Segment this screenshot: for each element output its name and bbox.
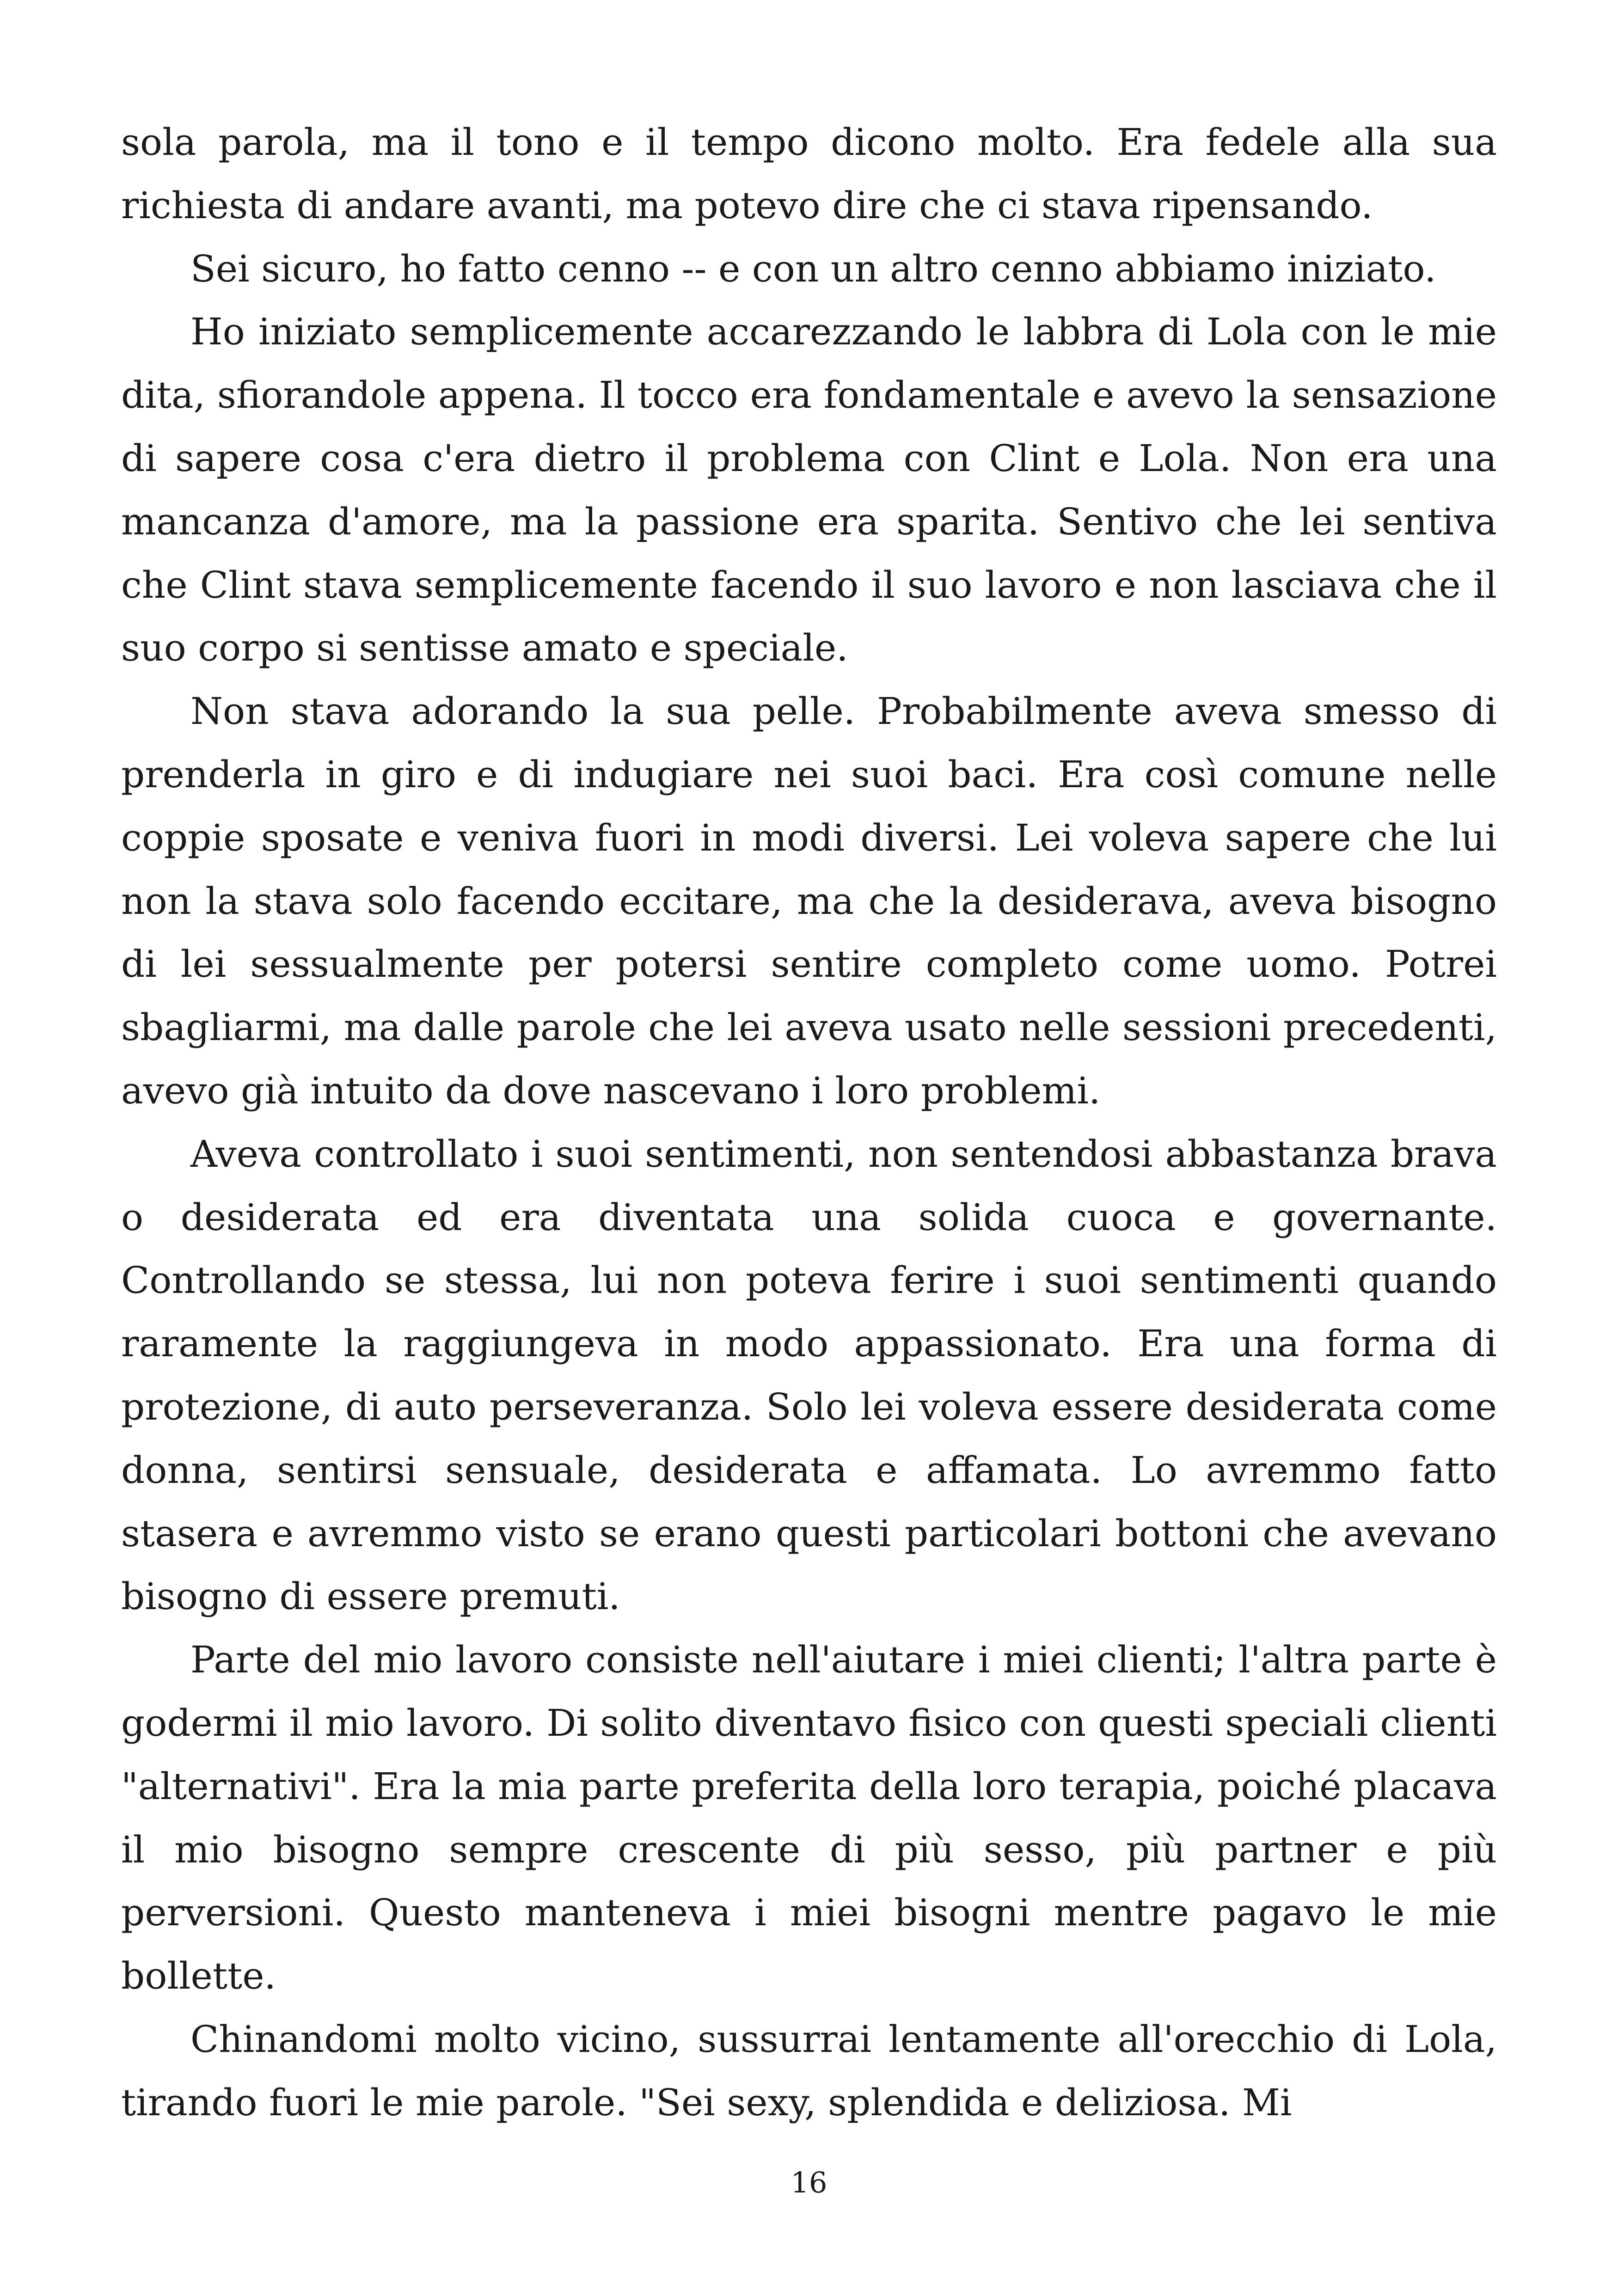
paragraph: Ho iniziato semplicemente accarezzando le labbra di Lola con le mie dita, sfiorandole appena. Il tocco era fondamentale e avevo la sensazione di sapere cosa c'era dietro il problema con Clint e Lola. Non era una mancanza d'amore, ma la passione era sparita. Sentivo che lei sentiva che Clint stava semplicemente facendo il suo lavoro e non lasciava che il suo corpo si sentisse amato e speciale. <box>121 310 1497 670</box>
paragraph: Sei sicuro, ho fatto cenno -- e con un altro cenno abbiamo iniziato. <box>190 247 1436 290</box>
paragraph-continuation: sola parola, ma il tono e il tempo dicono molto. Era fedele alla sua richiesta di andare avanti, ma potevo dire che ci stava ripensando. <box>121 121 1497 227</box>
paragraph: Non stava adorando la sua pelle. Probabilmente aveva smesso di prenderla in giro e di indugiare nei suoi baci. Era così comune nelle coppie sposate e veniva fuori in modi diversi. Lei voleva sapere che lui non la stava solo facendo eccitare, ma che la desiderava, aveva bisogno di lei sessualmente per potersi sentire completo come uomo. Potrei sbagliarmi, ma dalle parole che lei aveva usato nelle sessioni precedenti, avevo già intuito da dove nascevano i loro problemi. <box>121 690 1497 1112</box>
paragraph: Aveva controllato i suoi sentimenti, non sentendosi abbastanza brava o desiderata ed era diventata una solida cuoca e governante. Controllando se stessa, lui non poteva ferire i suoi sentimenti quando raramente la raggiungeva in modo appassionato. Era una forma di protezione, di auto perseveranza. Solo lei voleva essere desiderata come donna, sentirsi sensuale, desiderata e affamata. Lo avremmo fatto stasera e avremmo visto se erano questi particolari bottoni che avevano bisogno di essere premuti. <box>121 1132 1497 1618</box>
paragraph: Parte del mio lavoro consiste nell'aiutare i miei clienti; l'altra parte è godermi il mio lavoro. Di solito diventavo fisico con questi speciali clienti "alternativi". Era la mia parte preferita della loro terapia, poiché placava il mio bisogno sempre crescente di più sesso, più partner e più perversioni. Questo manteneva i miei bisogni mentre pagavo le mie bollette. <box>121 1638 1497 1998</box>
page-number: 16 <box>791 2166 827 2199</box>
paragraph: Chinandomi molto vicino, sussurrai lentamente all'orecchio di Lola, tirando fuori le mie parole. "Sei sexy, splendida e deliziosa. Mi <box>121 2017 1497 2124</box>
body-text <box>121 111 1497 2135</box>
